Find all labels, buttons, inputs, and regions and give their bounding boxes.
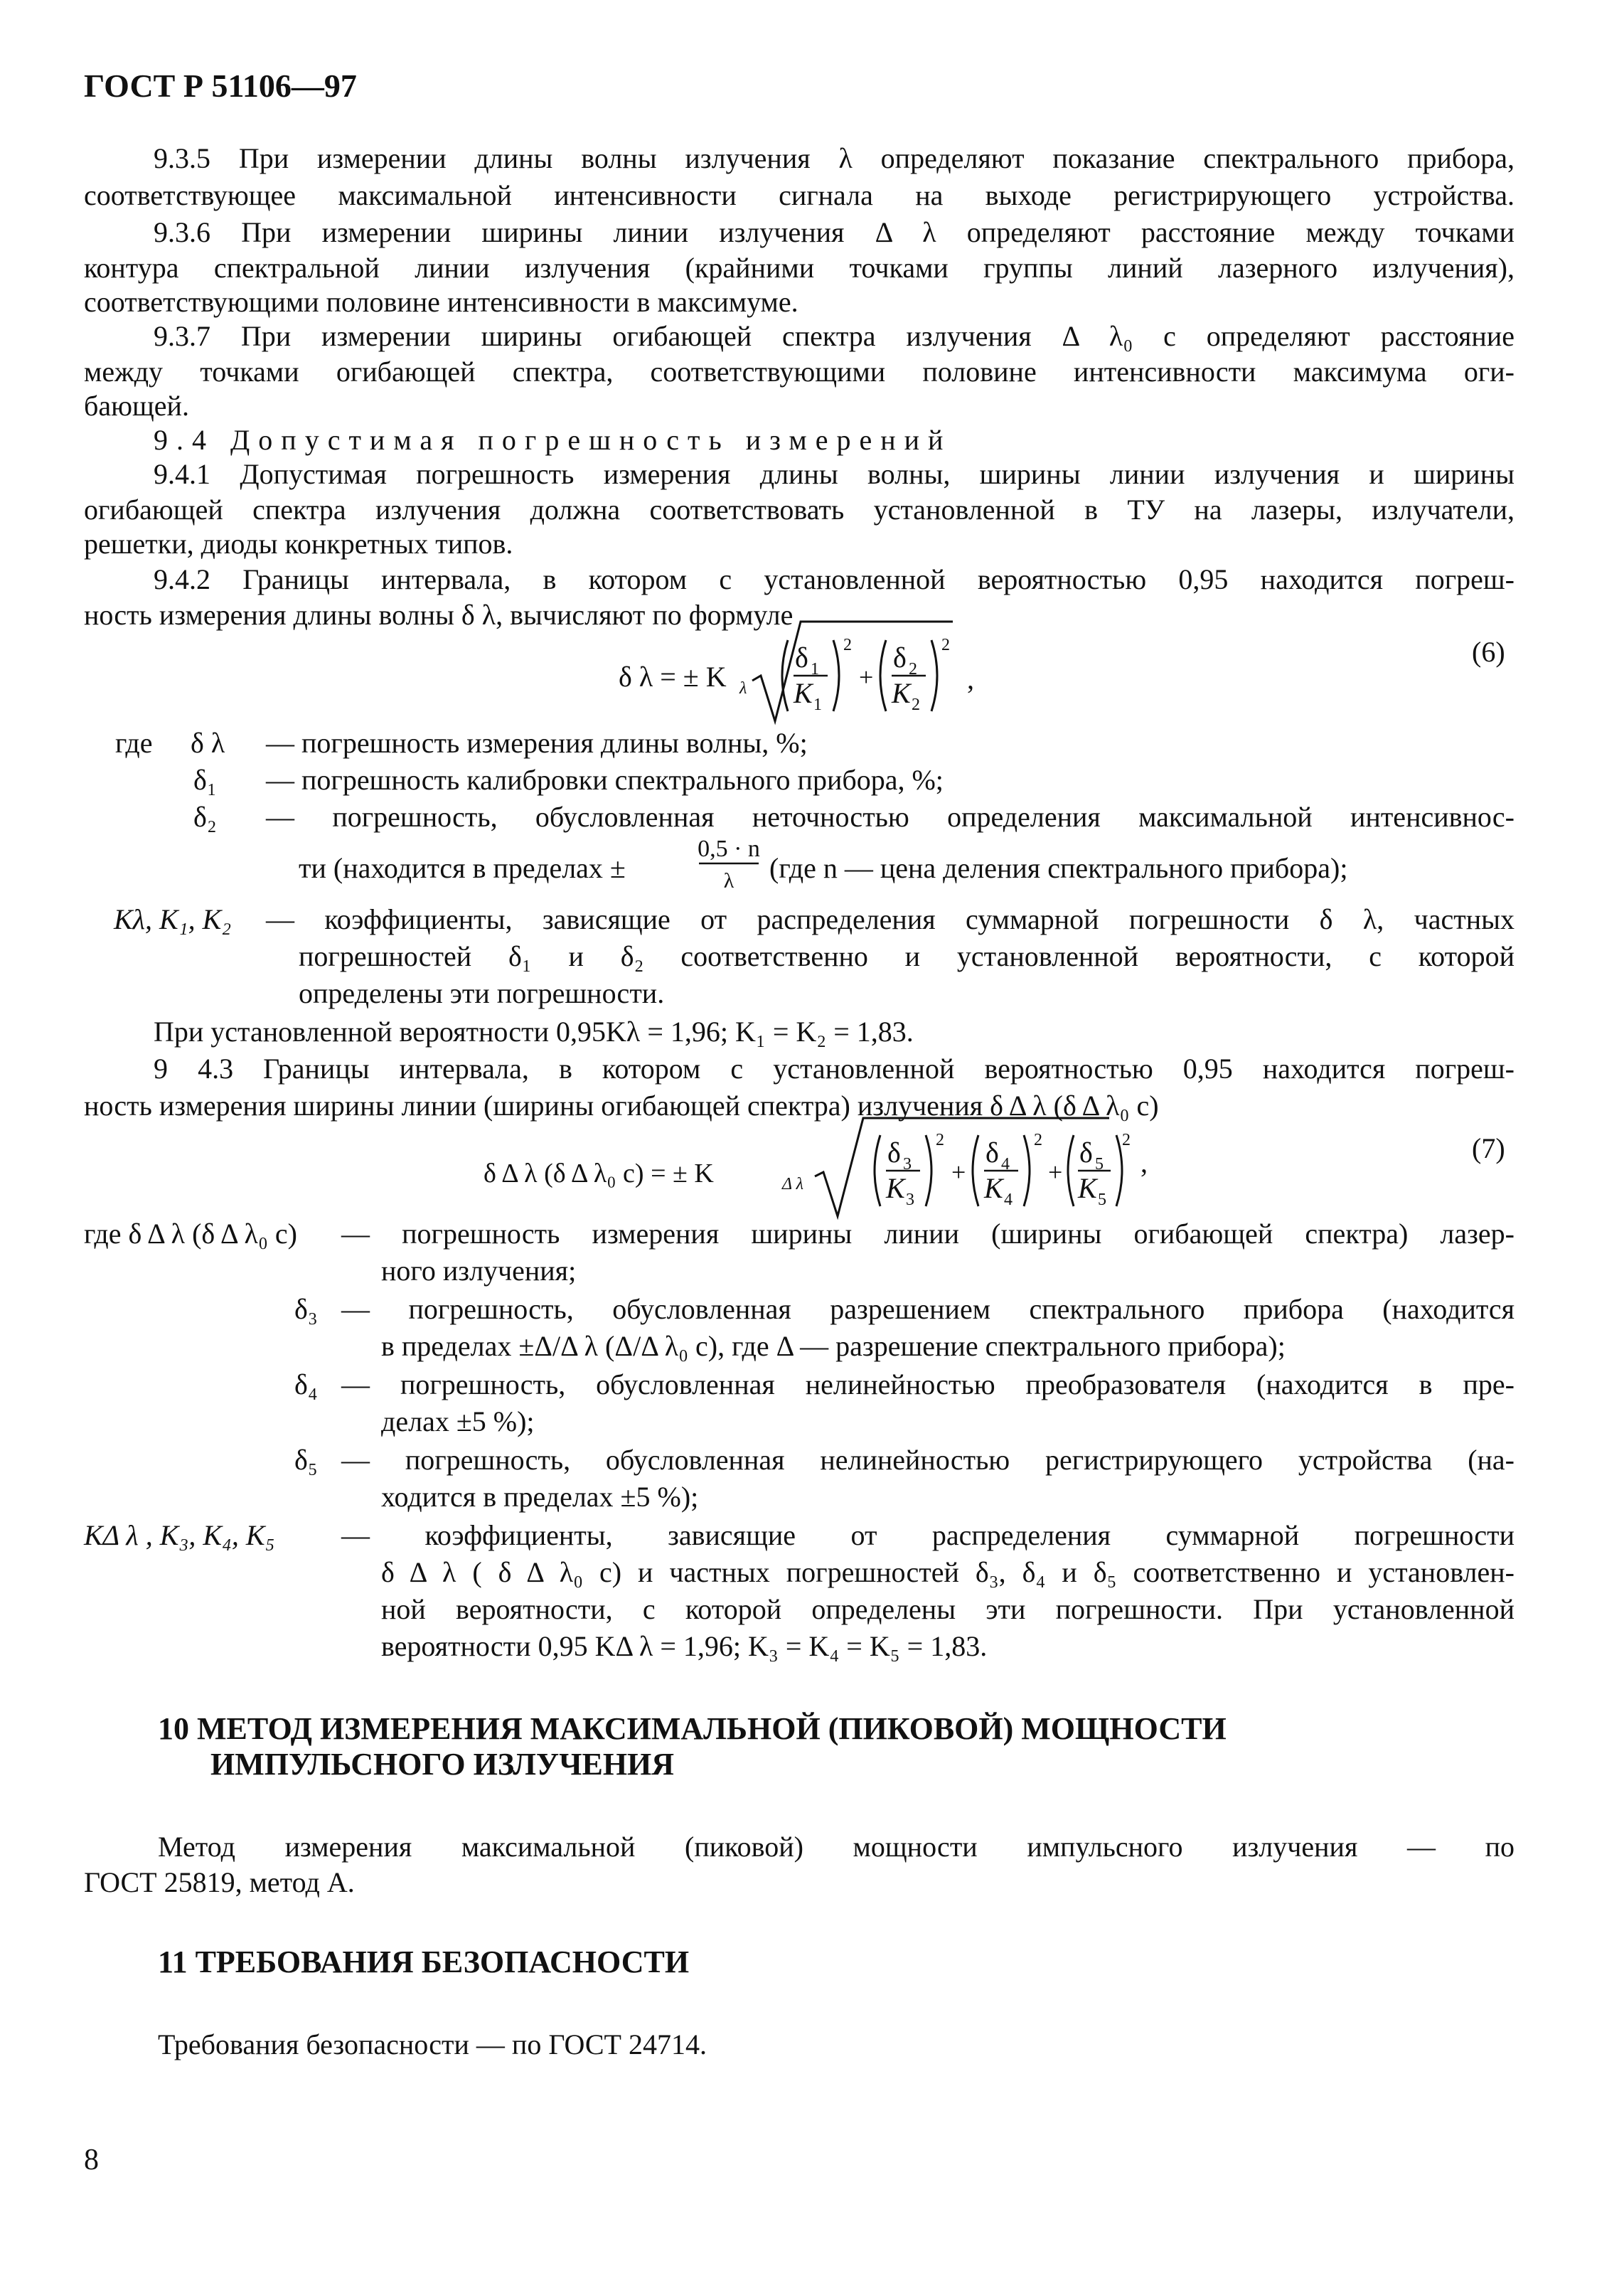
formula-7-t3-num-sub: 5 xyxy=(1095,1155,1104,1174)
formula-6-t1-den: K xyxy=(794,677,813,709)
formula-7-t3-den: K xyxy=(1078,1172,1097,1204)
clause-9-4-3-line-2: ность измерения ширины линии (ширины огибающей спектра) излучения δ Δ λ (δ Δ λ₀ с) xyxy=(84,1090,1159,1122)
formula-7-t1-num-sub: 3 xyxy=(903,1155,912,1174)
where-7-text-5a: — коэффициенты, зависящие от распределения суммарной погрешности xyxy=(341,1519,1515,1551)
page-number: 8 xyxy=(84,2144,99,2176)
formula-6-t2-den: K xyxy=(892,677,911,709)
formula-7-t1-den: K xyxy=(886,1172,905,1204)
clause-9-4-3-line-1: 9 4.3 Границы интервала, в котором с установленной вероятностью 0,95 находится погреш- xyxy=(154,1053,1515,1085)
clause-9-4-2-line-2: ность измерения длины волны δ λ, вычисляют по формуле xyxy=(84,599,794,631)
formula-7-paren-right-3 xyxy=(1116,1135,1122,1206)
formula-6-paren-left-2 xyxy=(880,640,886,711)
where-6-text-3a: — погрешность, обусловленная неточностью определения максимальной интенсивнос- xyxy=(266,801,1515,833)
formula-7-t3-exp: 2 xyxy=(1122,1131,1131,1149)
where-6-text-1: — погрешность измерения длины волны, %; xyxy=(266,727,808,759)
formula-6-paren-right-1 xyxy=(833,640,839,711)
where-7-gde: где δ Δ λ (δ Δ λ₀ с) xyxy=(84,1218,297,1250)
where-6-text-4c: определены эти погрешности. xyxy=(299,977,665,1009)
formula-7-t1-exp: 2 xyxy=(936,1131,944,1149)
formula-6 xyxy=(597,613,995,734)
clause-9-4-2-line-1: 9.4.2 Границы интервала, в котором с установленной вероятностью 0,95 находится погреш- xyxy=(154,563,1515,595)
clause-9-4-1-line-1: 9.4.1 Допустимая погрешность измерения длины волны, ширины линии излучения и ширины xyxy=(154,458,1515,490)
where-7-text-1b: ного излучения; xyxy=(381,1255,577,1287)
formula-6-t2-exp: 2 xyxy=(941,636,950,654)
where-6-sym-3: δ₂ xyxy=(193,801,217,833)
clause-9-3-5-line-2: соответствующее максимальной интенсивности сигнала на выходе регистрирующего устройства. xyxy=(84,179,1515,211)
formula-7-t2-num-sub: 4 xyxy=(1001,1155,1010,1174)
clause-9-4-1-line-2: огибающей спектра излучения должна соответствовать установленной в ТУ на лазеры, излучатели, xyxy=(84,494,1515,526)
where-6-text-4b: погрешностей δ₁ и δ₂ соответственно и установленной вероятности, с которой xyxy=(299,940,1515,972)
formula-7-comma: , xyxy=(1140,1146,1148,1179)
where-6-text-3b: ти (находится в пределах ± xyxy=(299,852,626,884)
formula-7 xyxy=(469,1110,1138,1223)
formula-7-t2-den: K xyxy=(984,1172,1003,1204)
clause-9-3-7-line-2: между точками огибающей спектра, соответствующими половине интенсивности максимума оги- xyxy=(84,356,1515,388)
formula-6-t2-den-sub: 2 xyxy=(912,696,920,714)
clause-9-3-7-line-1: 9.3.7 При измерении ширины огибающей спектра излучения Δ λ₀ с определяют расстояние xyxy=(154,320,1515,352)
formula-7-lhs: δ Δ λ (δ Δ λ₀ с) = ± K xyxy=(484,1159,714,1188)
formula-7-t1-den-sub: 3 xyxy=(906,1191,914,1209)
clause-9-3-6-line-3: соответствующими половине интенсивности в максимуме. xyxy=(84,286,798,318)
where-7-text-2a: — погрешность, обусловленная разрешением спектрального прибора (находится xyxy=(341,1293,1515,1325)
formula-7-t3-den-sub: 5 xyxy=(1098,1191,1106,1209)
where-6-fraction-den: λ xyxy=(723,869,734,893)
formula-6-t1-num: δ xyxy=(795,642,808,674)
formula-6-t2-num-sub: 2 xyxy=(909,660,917,679)
where-7-text-1a: — погрешность измерения ширины линии (ширины огибающей спектра) лазер- xyxy=(341,1218,1515,1250)
formula-7-plus-1: + xyxy=(951,1158,966,1186)
formula-6-paren-right-2 xyxy=(931,640,937,711)
where-7-sym-2: δ₃ xyxy=(294,1293,318,1325)
formula-6-t2-num: δ xyxy=(893,642,907,674)
clause-9-3-6-line-2: контура спектральной линии излучения (крайними точками группы линий лазерного излучения), xyxy=(84,252,1515,284)
formula-7-paren-left-3 xyxy=(1068,1135,1074,1206)
formula-7-plus-2: + xyxy=(1048,1158,1063,1186)
where-7-text-4b: ходится в пределах ±5 %); xyxy=(381,1481,699,1513)
where-7-text-5b: δ Δ λ ( δ Δ λ₀ с) и частных погрешностей δ₃, δ₄ и δ₅ соответственно и установлен- xyxy=(381,1556,1515,1588)
formula-7-paren-right-1 xyxy=(926,1135,931,1206)
where-6-fraction-num: 0,5 · n xyxy=(698,836,760,862)
formula-7-paren-left-1 xyxy=(875,1135,880,1206)
formula-7-t2-exp: 2 xyxy=(1034,1131,1042,1149)
where-7-sym-4: δ₅ xyxy=(294,1444,318,1476)
where-6-probability: При установленной вероятности 0,95Kλ = 1,96; K₁ = K₂ = 1,83. xyxy=(154,1016,914,1048)
formula-6-comma: , xyxy=(967,663,974,695)
where-7-text-5c: ной вероятности, с которой определены эти погрешности. При установленной xyxy=(381,1593,1515,1625)
formula-7-t1-num: δ xyxy=(887,1137,901,1169)
clause-9-3-6-line-1: 9.3.6 При измерении ширины линии излучения Δ λ определяют расстояние между точками xyxy=(154,216,1515,248)
document-header: ГОСТ Р 51106—97 xyxy=(84,68,357,104)
where-6-sym-1: δ λ xyxy=(191,727,225,759)
clause-9-4-title: 9.4 Допустимая погрешность измерений xyxy=(154,424,952,456)
clause-9-3-5-line-1: 9.3.5 При измерении длины волны излучения λ определяют показание спектрального прибора, xyxy=(154,142,1515,174)
where-6-text-2: — погрешность калибровки спектрального прибора, %; xyxy=(266,764,944,796)
formula-7-paren-left-2 xyxy=(973,1135,978,1206)
where-7-text-3b: делах ±5 %); xyxy=(381,1405,535,1437)
clause-9-4-1-line-3: решетки, диоды конкретных типов. xyxy=(84,528,513,560)
section-11-para: Требования безопасности — по ГОСТ 24714. xyxy=(158,2028,707,2060)
where-6-sym-4: Kλ, K₁, K₂ xyxy=(114,903,232,935)
formula-7-t3-num: δ xyxy=(1079,1137,1093,1169)
where-7-text-5d: вероятности 0,95 KΔ λ = 1,96; K₃ = K₄ = K₅ = 1,83. xyxy=(381,1630,988,1662)
where-7-sym-5: KΔ λ , K₃, K₄, K₅ xyxy=(84,1519,275,1551)
formula-6-t1-num-sub: 1 xyxy=(811,660,819,679)
where-6-text-3c: (где n — цена деления спектрального прибора); xyxy=(769,852,1348,884)
section-10-title-line-1: 10 МЕТОД ИЗМЕРЕНИЯ МАКСИМАЛЬНОЙ (ПИКОВОЙ) МОЩНОСТИ xyxy=(158,1711,1227,1746)
formula-6-t1-den-sub: 1 xyxy=(813,696,822,714)
where-6-text-4a: — коэффициенты, зависящие от распределения суммарной погрешности δ λ, частных xyxy=(266,903,1515,935)
where-7-text-3a: — погрешность, обусловленная нелинейностью преобразователя (находится в пре- xyxy=(341,1368,1515,1400)
where-6-gde: где xyxy=(115,727,153,759)
formula-7-t2-den-sub: 4 xyxy=(1004,1191,1013,1209)
section-10-para-line-2: ГОСТ 25819, метод А. xyxy=(84,1866,355,1898)
where-6-sym-2: δ₁ xyxy=(193,764,217,796)
formula-7-paren-right-2 xyxy=(1024,1135,1030,1206)
formula-6-plus: + xyxy=(859,663,874,691)
formula-7-number: (7) xyxy=(1472,1132,1505,1164)
section-10-title-line-2: ИМПУЛЬСНОГО ИЗЛУЧЕНИЯ xyxy=(210,1747,675,1782)
formula-6-number: (6) xyxy=(1472,636,1505,668)
where-7-text-2b: в пределах ±Δ/Δ λ (Δ/Δ λ₀ с), где Δ — разрешение спектрального прибора); xyxy=(381,1330,1286,1362)
formula-6-lhs-sub: λ xyxy=(739,679,747,698)
formula-6-t1-exp: 2 xyxy=(843,636,852,654)
section-11-title: 11 ТРЕБОВАНИЯ БЕЗОПАСНОСТИ xyxy=(158,1944,690,1979)
formula-7-t2-num: δ xyxy=(985,1137,999,1169)
where-7-sym-3: δ₄ xyxy=(294,1368,318,1400)
where-6-fraction xyxy=(693,832,764,896)
formula-6-lhs: δ λ = ± K xyxy=(619,661,727,693)
section-10-para-line-1: Метод измерения максимальной (пиковой) мощности импульсного излучения — по xyxy=(158,1831,1515,1863)
formula-7-lhs-sub: Δ λ xyxy=(782,1175,804,1193)
where-7-text-4a: — погрешность, обусловленная нелинейностью регистрирующего устройства (на- xyxy=(341,1444,1515,1476)
clause-9-3-7-line-3: бающей. xyxy=(84,390,189,422)
